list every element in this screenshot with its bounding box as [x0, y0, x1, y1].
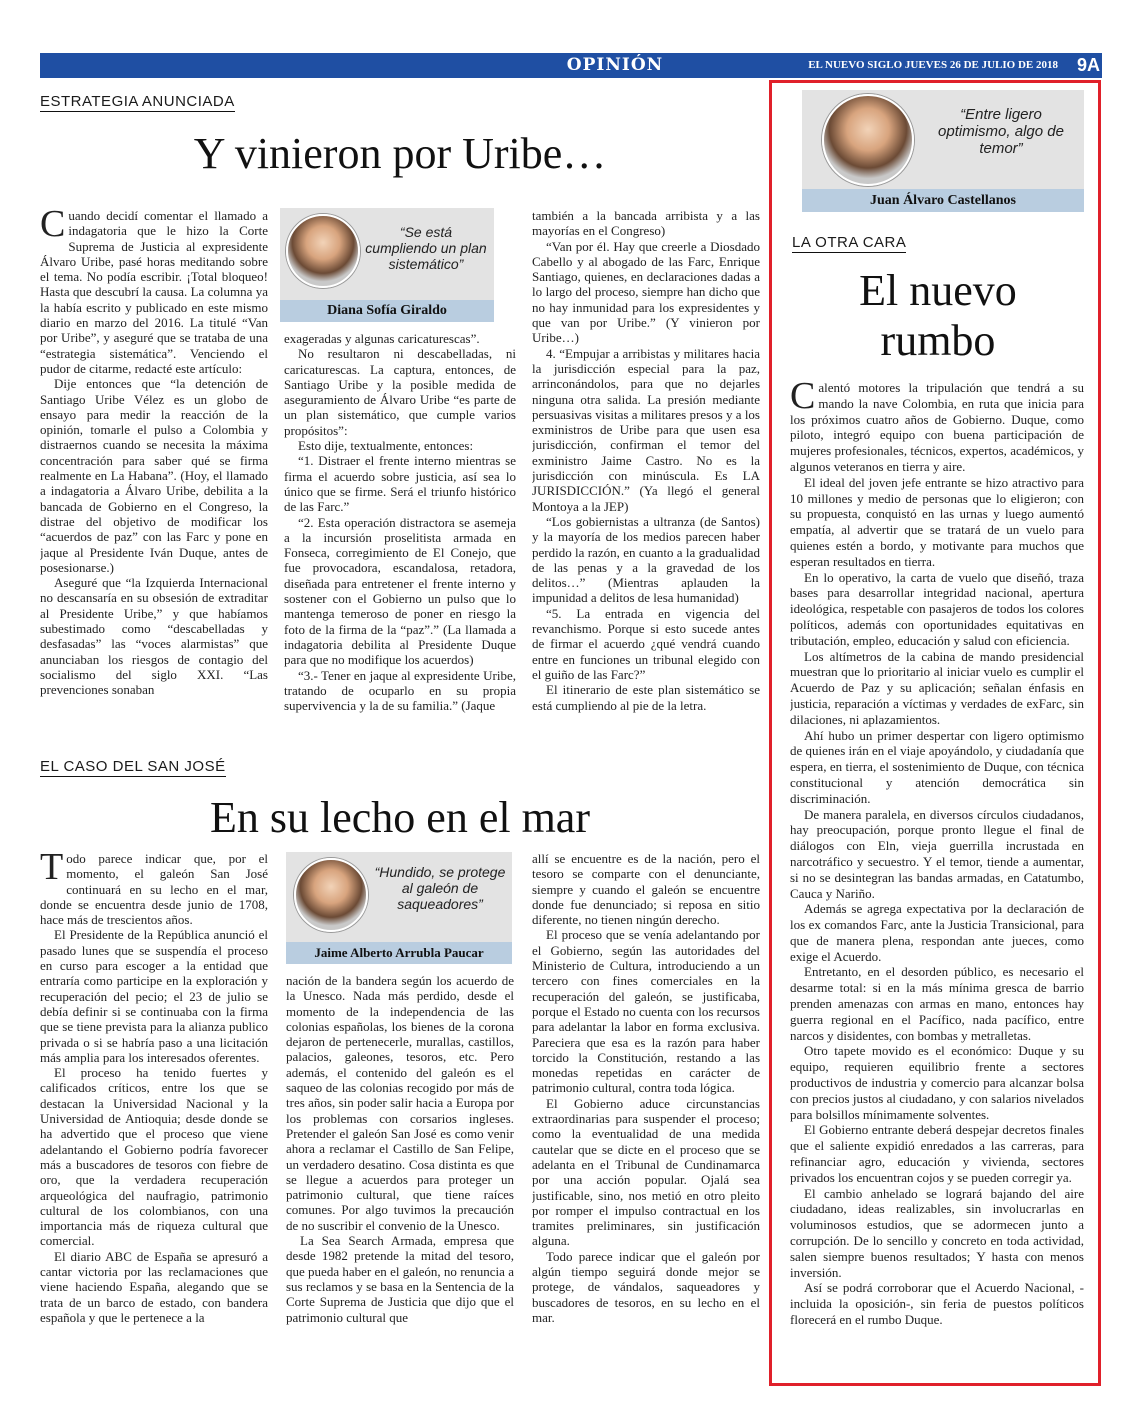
article3-p8: Entretanto, en el desorden público, es necesario el desarme total: si en la más mínima gresca de barrio prenden amenazas con armas en mano, entonces hay guerra regional en el Pacífico, nada pacífico, entre narcos y disidentes, con bombas y metralletas. [790, 964, 1084, 1043]
article1-col2-p5: “2. Esta operación distractora se asemeja a la incursión proselitista armada en Fonseca, corregimiento de El Conejo, que fue provocadora, escandalosa, retadora, diseñada para entretener el frente interno y sostener con el Gobierno un pulso que lo mantenga temeroso de poner en riesgo la foto de la firma de la “paz”.” (La llamada a indagatoria debilita al Presidente Duque para que no modifique los acuerdos) [284, 514, 516, 668]
article1-title: Y vinieron por Uribe… [193, 129, 607, 178]
article3-p12: Así se podrá corroborar que el Acuerdo Nacional, -incluida la oposición-, sin feria de puestos políticos florecerá en el rumbo Duque. [790, 1280, 1084, 1328]
article3-p2: El ideal del joven jefe entrante se hizo atractivo para 10 millones y medio de personas que lo eligieron; con su propuesta, conquistó en las urnas y luego aumentó empatía, al advertir que se tratará de un vuelo para quienes estén a bordo, y motivante para muchos que esperan resultados en tierra. [790, 474, 1084, 569]
article2-pullquote: “Hundido, se protege al galeón de saqueadores” [374, 864, 506, 912]
page-number: 9A [1076, 55, 1100, 75]
columnist-card-arrubla [286, 852, 512, 964]
article2-col3-p2: El proceso que se venía adelantando por el Gobierno, según las autoridades del Ministerio de Cultura, introduciendo a un tercero con fines comerciales en la recuperación del galeón, se justificaba, porque el Estado no cuenta con los recursos para adelantar la labor en forma exclusiva. Pareciera que esa es la razón para haber torcido la Constitución, restando a las monedas repetidas en carácter de patrimonio cultural, contra toda lógica. [532, 927, 760, 1096]
article3-p5: Ahí hubo un primer despertar con ligero optimismo de quienes irán en el viaje apoyándolo, y ciudadanía que espera, en tierra, el sostenimiento de Duque, con técnica constitucional y atención democrática sin discriminación. [790, 727, 1084, 806]
article3-p10: El Gobierno entrante deberá despejar decretos finales que el saliente expidió enredados a las carreras, para refinanciar agro, educación y vivienda, sectores privados los encuentran cojos y se pueden corregir ya. [790, 1122, 1084, 1185]
article1-col3-p2: “Van por él. Hay que creerle a Diosdado Cabello y al abogado de las Farc, Enrique Santiago, quienes, en declaraciones dadas a lo largo del proceso, siempre han dicho que no hay inmunidad para los expresidentes y que van por Uribe.” (Y vinieron por Uribe…) [532, 238, 760, 346]
article3-column [790, 380, 1084, 1375]
article2-kicker: EL CASO DEL SAN JOSÉ [40, 758, 226, 775]
article3-p9: Otro tapete movido es el económico: Duque y su equipo, requieren equilibrio frente a sectores productivos de industria y comercio para alcanzar bolsa con precios justos al ciudadano, y con salarios nivelados para bolsillos mínimamente solventes. [790, 1043, 1084, 1122]
article1-col2-p6: “3.- Tener en jaque al expresidente Uribe, tratando de ocuparlo en su propia supervivencia y la de su familia.” (Jaque [284, 667, 516, 714]
article3-p3: En lo operativo, la carta de vuelo que diseñó, traza bases para desarrollar integridad nacional, apertura ideológica, respetable con pasajeros de todos los colores políticos, además con oportunidades equitativas en tributación, empleo, educación y salud con eficiencia. [790, 569, 1084, 648]
section-header-bar [40, 53, 1102, 78]
article1-col3-p6: El itinerario de este plan sistemático se está cumpliendo al pie de la letra. [532, 682, 760, 713]
author-photo-giraldo [286, 214, 360, 288]
article1-col2-p3: Esto dije, textualmente, entonces: [298, 438, 474, 454]
article1-column-2 [284, 331, 516, 731]
article1-col3-p4: “Los gobiernistas a ultranza (de Santos) y la mayoría de los medios parecen haber perdido la razón, en cuanto a la gradualidad de las penas y a la gravedad de los delitos…” (Mientras aplauden la impunidad a delitos de lesa humanidad) [532, 513, 760, 606]
article3-title-line1: El nuevo [859, 266, 1017, 315]
article1-col3-p3: 4. “Empujar a arribistas y militares hacia la jurisdicción especial para la paz, arrinconándolos, para que no dejarles ninguna otra salida. La presión mediante persuasivas visitas a militares presos y a los exministros de Uribe para que usen esa jurisdicción, confirman el temor del exministro Jaime Castro. No es la jurisdicción con minúscula. Es LA JURISDICCIÓN.” (Ya llegó el general Montoya a la JEP) [532, 345, 760, 514]
article3-p6: De manera paralela, en diversos círculos ciudadanos, hay preocupación, porque pronto llegue el final de diálogos con Eln, vieja guerrilla incrustada en narcotráfico y secuestro. Y el temor, tiende a aumentar, si no se desintegran las bandas armadas, en Catatumbo, Cauca y Nariño. [790, 806, 1084, 901]
article2-col3-p3: El Gobierno aduce circunstancias extraordinarias para suspender el proceso; como la eventualidad de una medida cautelar que se dicte en el proceso que se adelanta en el Tribunal de Cundinamarca por una acción popular. Ojalá sea justificable, sino, nos metió en otro pleito por romper el impulso contractual en los tramites preliminares, sin justificación alguna. [532, 1095, 760, 1249]
article3-p4: Los altímetros de la cabina de mando presidencial muestran que lo prioritario al iniciar vuelo es cumplir el Acuerdo de Paz y su aplicación; señalan énfasis en justicia, reparación a víctimas y verdades de exFarc, sin dilaciones, ni aplazamientos. [790, 648, 1084, 727]
columnist-card-castellanos [802, 90, 1084, 212]
article1-author: Diana Sofía Giraldo [280, 300, 494, 322]
article2-col1-p3: El proceso ha tenido fuertes y calificados críticos, entre los que se destacan la Universidad Nacional y la Universidad de Antioquia; desde donde se ha advertido que el proceso que viene adelantando el Gobierno podría favorecer más a buscadores de tesoros con fiebre de oro, que la verdadera recuperación arqueológica del naufragio, patrimonio cultural de los colombianos, con una importancia más de riqueza cultural que comercial. [40, 1065, 268, 1249]
article1-col3-p5: “5. La entrada en vigencia del revanchismo. Porque si esto sucede antes de firmar el acuerdo ¿qué vendrá cuando entre en funciones un tribunal elegido con el guiño de las Farc?” [532, 605, 760, 682]
article1-pullquote: “Se está cumpliendo un plan sistemático” [365, 224, 487, 272]
dropcap: T [40, 851, 64, 888]
article2-column-1 [40, 851, 268, 1356]
article3-kicker: LA OTRA CARA [792, 234, 907, 251]
masthead-date: EL NUEVO SIGLO JUEVES 26 DE JULIO DE 2018 [808, 59, 1058, 71]
article3-p1: Calentó motores la tripulación que tendrá a su mando la nave Colombia, en ruta que inicia para los próximos cuatro años de Gobierno. Duque, como piloto, integró equipo con buena participación de mujeres profesionales, técnicos, expertos, académicos, y algunos veteranos en tierra y aire. [790, 380, 1084, 474]
article1-col1-p1: Cuando decidí comentar el llamado a indagatoria que le hizo la Corte Suprema de Justicia al expresidente Álvaro Uribe, pasé horas meditando sobre el tema. No podía escribir. ¡Total bloqueo! Hasta que descubrí la causa. La columna ya la había escrito y publicado en este mismo diario en marzo del 2016. La titulé “Van por Uribe”, y aseguré que se trataba de una “estrategia sistemática”. Venciendo el pudor de citarme, redacté este artículo: [40, 208, 268, 376]
article2-col1-p1: Todo parece indicar que, por el momento, el galeón San José continuará en su lecho en el mar, donde se encuentra desde junio de 1708, hace más de trescientos años. [40, 851, 268, 928]
article2-col2-p2: La Sea Search Armada, empresa que desde 1982 pretende la mitad del tesoro, que pueda haber en el galeón, no renuncia a sus reclamos y se basa en la Sentencia de la Corte Suprema de Justicia que dijo que el patrimonio cultural que [286, 1233, 514, 1325]
article3-title-line2: rumbo [880, 316, 996, 365]
article2-col3-p4: Todo parece indicar que el galeón por algún tiempo seguirá donde mejor se protege, de vándalos, saqueadores y buscadores de tesoros, en su lecho en el mar. [532, 1248, 760, 1325]
article1-col2-p1: exageradas y algunas caricaturescas”. [284, 331, 480, 346]
article3-p11: El cambio anhelado se logrará bajando del aire ciudadano, ideas realizables, sin involucrarlas en voluminosos estudios, que se adormecen junto a corrupción. De lo sencillo y concreto en toda actividad, salen siempre buenos resultados; Y hasta con menos inversión. [790, 1185, 1084, 1280]
article3-pullquote: “Entre ligero optimismo, algo de temor” [938, 106, 1064, 157]
article3-author: Juan Álvaro Castellanos [802, 189, 1084, 212]
article1-col1-p2: Dije entonces que “la detención de Santiago Uribe Vélez es un globo de ensayo para medir la reacción de la opinión, tomarle el pulso a Colombia y distraernos cuando se necesita la máxima concentración para saber qué se firma realmente en La Habana”. (Hoy, el llamado a indagatoria a Álvaro Uribe, debilita a la bancada de Gobierno en el Congreso, la distrae del objetivo de modificar los “acuerdos de paz” con las Farc y pone en jaque al Presidente Iván Duque, antes de posesionarse.) [40, 376, 268, 575]
article2-col1-p2: El Presidente de la República anunció el pasado lunes que se suspendía el proceso en curso para escoger a la entidad que entraría como participe en la exploración y recuperación del pecio; el 23 de julio se debía definir si se continuaba con la firma que se tiene prevista para la alianza publico privada o si se habría paso a una licitación más amplia para los interesados oferentes. [40, 927, 268, 1065]
article3-p7: Además se agrega expectativa por la declaración de los ex comandos Farc, ante la Justicia Transicional, para que de manera plena, respondan ante jueces, como exige el Acuerdo. [790, 901, 1084, 964]
dropcap: C [790, 380, 816, 417]
article2-column-2 [286, 973, 514, 1358]
article2-title: En su lecho en el mar [210, 793, 590, 842]
columnist-card-giraldo [280, 208, 494, 322]
article1-col2-p4: “1. Distraer el frente interno mientras se firma el acuerdo sobre justicia, así sea lo único que se firme. Será el triunfo histórico de las Farc.” [284, 453, 516, 515]
author-photo-arrubla [294, 858, 368, 932]
article2-col2-p1: nación de la bandera según los acuerdo de la Unesco. Nada más perdido, desde el momento de la independencia de las colonias españolas, los bienes de la corona dejaron de pertenecerle, murallas, castillos, palacios, galeones, tesoros, etc. Pero además, el contenido del galeón es el saqueo de las colonias recogido por más de tres años, sin poder salir hacia a Europa por los problemas con corsarios ingleses. Pretender el galeón San José es como venir ahora a reclamar el Castillo de San Felipe, un verdadero desatino. Cosa distinta es que se llegue a acuerdos para proteger un patrimonio cultural, que tiene raíces comunes. Por algo tuvimos la precaución de no suscribir el convenio de la Unesco. [286, 973, 514, 1233]
article1-column-3 [532, 208, 760, 728]
article3-title [790, 266, 1086, 366]
article1-col1-p3: Aseguré que “la Izquierda Internacional no descansaría en su obsesión de extraditar al Presidente Uribe,” y que habíamos subestimado como “descabelladas y desfasadas” las “voces alarmistas” que anunciaban los riesgos de contagio del socialismo del siglo XXI. “Las prevenciones sonaban [40, 575, 268, 698]
article2-col1-p4: El diario ABC de España se apresuró a cantar victoria por las reclamaciones que viene haciendo España, alegando que se trata de un barco de estado, con bandera española y que le pertenece a la [40, 1248, 268, 1325]
dropcap: C [40, 208, 66, 245]
article1-col2-p2: No resultaron ni descabelladas, ni caricaturescas. La captura, entonces, de Santiago Uribe y la posible medida de aseguramiento de Álvaro Uribe “es parte de un plan sistemático, que cumple varios propósitos”: [284, 346, 516, 438]
article1-kicker: ESTRATEGIA ANUNCIADA [40, 93, 235, 110]
article1-column-1 [40, 208, 268, 728]
article1-col3-p1: también a la bancada arribista y a las mayorías en el Congreso) [532, 208, 760, 239]
article2-col3-p1: allí se encuentre es de la nación, pero el tesoro se comparte con el denunciante, siempre y cuando el galeón se encuentre donde fue denunciado; si reposa en sitio diferente, no tienen ningún derecho. [532, 851, 760, 928]
article2-author: Jaime Alberto Arrubla Paucar [286, 942, 512, 964]
article2-column-3 [532, 851, 760, 1356]
author-photo-castellanos [822, 94, 914, 186]
section-name: OPINIÓN [566, 55, 664, 75]
